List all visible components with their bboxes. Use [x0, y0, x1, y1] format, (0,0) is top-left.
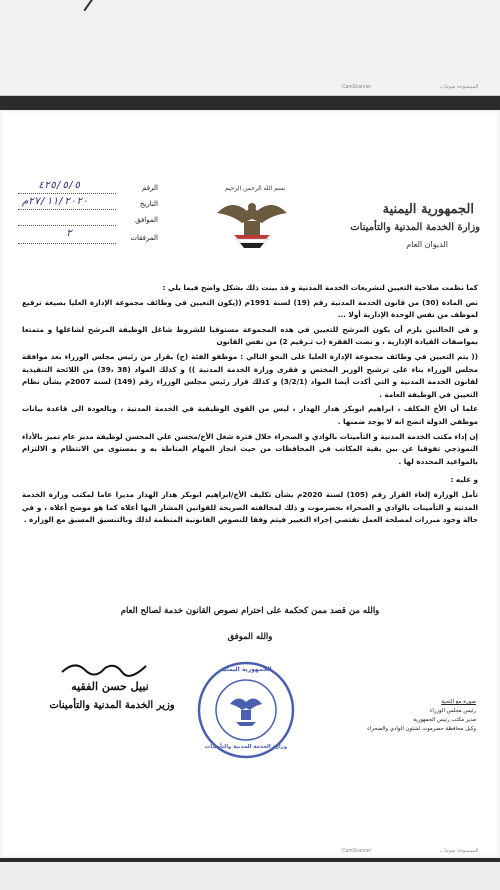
ref-label: الرقم [142, 184, 158, 192]
department-heading: الديوان العام [406, 240, 448, 249]
body-paragraph: إن إداء مكتب الخدمة المدنية و التأمينات بالوادي و الصحراء خلال فترة شغل الأخ/محسن علي المحسن لوظيفة مدير عام تميز بالأداء النموذجي تفوقيا عن بين بقية المكاتب في المحافظات من حيث انجاز المهام المناطة به و بمستوى من الانتظام و الالتزام بالمواعيد المحددة لها . [22, 431, 478, 466]
body-paragraph: و عليه : [450, 475, 478, 485]
body-paragraph: علما أن الأخ المكلف ، ابراهيم ابوبكر هدار الهدار ، ليس من القوى الوظيفية في الخدمة المدنية ، وبالعودة الى قاعدة بيانات موظفي الدولة اتضح انه لا يوجد ضمنها . [22, 404, 478, 426]
previous-page-strip [0, 0, 500, 96]
cc-header: صورة مع التحية [441, 699, 476, 705]
ministry-heading: وزارة الخدمة المدنية والتأمينات [350, 222, 480, 233]
corresponding-line [18, 225, 116, 226]
body-paragraph: كما نظمت صلاحية التعيين لتشريعات الخدمة المدنية و قد بينت ذلك بشكل واضح فيما يلي : [162, 283, 478, 292]
official-stamp [196, 660, 296, 760]
closing-salutation: والله الموفق [227, 632, 273, 642]
next-page-strip [0, 862, 500, 890]
cc-line: وكيل محافظة حضرموت لشئون الوادي والصحراء [367, 726, 476, 732]
scan-watermark-brand: CamScanner [342, 848, 372, 854]
date-value: ٢٧/١١/٢٠٢٠م [22, 196, 89, 207]
signatory-title: وزير الخدمة المدنية والتأمينات [49, 700, 175, 711]
signature-scribble [60, 658, 150, 680]
republic-heading: الجمهورية اليمنية [382, 202, 474, 217]
scan-watermark-brand: CamScanner [342, 84, 372, 90]
cc-line: مدير مكتب رئيس الجمهورية [413, 717, 476, 723]
cc-line: رئيس مجلس الوزراء [429, 708, 476, 714]
emblem-caption: بسم الله الرحمن الرحيم [224, 185, 286, 192]
attachments-label: المرفقات [130, 234, 158, 242]
signatory-name: نبيل حسن الفقيه [71, 680, 149, 693]
stamp-top-text: الجمهورية اليمنية [220, 666, 272, 673]
letter-body [22, 282, 478, 529]
corresponding-label: الموافق [135, 216, 158, 224]
date-label: التاريخ [139, 200, 158, 208]
attachments-line [18, 243, 116, 244]
cc-block [326, 698, 476, 734]
ref-line [18, 193, 116, 194]
scribble-mark [83, 0, 104, 19]
body-paragraph: تأمل الوزارة إلغاء القرار رقم (105) لسنة 2020م بشأن تكليف الأخ/ابراهيم ابوبكر هدار الهدار مديرا عاما لمكتب وزارة الخدمة المدنية و التأمينات بالوادي و الصحراء بحضرموت و ذلك لمخالفته الصريحة للقوانين المشار اليها أعلاه كما هو موضح أعلاه ، و في حالة وجود مبررات لمصلحة العمل تقتضي إجراء التغيير فيتم وفقا للنصوص القانونية المنظمة لذلك وبالتنسيق المسبق مع الوزارة . [22, 489, 478, 525]
document-page [0, 110, 500, 858]
yemen-eagle-emblem [212, 193, 292, 253]
scan-watermark-caption: الممسوحة ضوئيا بـ [440, 84, 479, 90]
body-paragraph: (( يتم التعيين في وظائف مجموعة الإدارة العليا على النحو التالي : موظفو الفئة (ج) بقرار من رئيس مجلس الوزراء بعد موافقة مجلس الوزراء بناء على ترشيح الوزير المختص و فقرى وزارة الخدمة المدنية )) و كذلك المواد (38 ،39) من اللائحة التنفيذية لقانون الخدمة المدنية و التي أكدت أيضا المواد (3/2/1) و كذلك قرار رئيس مجلس الوزراء رقم (149) لسنة 2007م بشأن نظام التعيين في الوظيفة العامة . [22, 351, 478, 399]
ref-value: ٤٢٥/٥/٥ [38, 180, 81, 191]
body-paragraph: نص المادة (30) من قانون الخدمة المدنية رقم (19) لسنة 1991م ((يكون التعيين في وظائف مجموعة الإدارة العليا بصيغة ترقيع لموظف من نفس الوحدة الإدارية أولا ... [22, 297, 479, 320]
meta-block [18, 182, 158, 252]
attachments-value: ٢ [66, 228, 73, 239]
stamp-bottom-text: وزارة الخدمة المدنية والتأمينات [204, 744, 288, 750]
scan-watermark-caption: الممسوحة ضوئيا بـ [440, 848, 479, 854]
signature-icon [60, 658, 150, 680]
body-paragraph: و في الحالتين يلزم أن يكون المرشح للتعيين في هذه المجموعة مستوفيا للشروط شاغل الوظيفة المرشح لشاغلها و متمتعا بمواصفات القيادة الإدارية ، و نصت الفقرة (ب ثـرقيم 2) من نفس القانون [22, 324, 478, 347]
closing-line: والله من قصد ممن كحكمة على احترام نصوص القانون خدمة لصالح العام [120, 606, 380, 616]
date-line [18, 209, 116, 210]
